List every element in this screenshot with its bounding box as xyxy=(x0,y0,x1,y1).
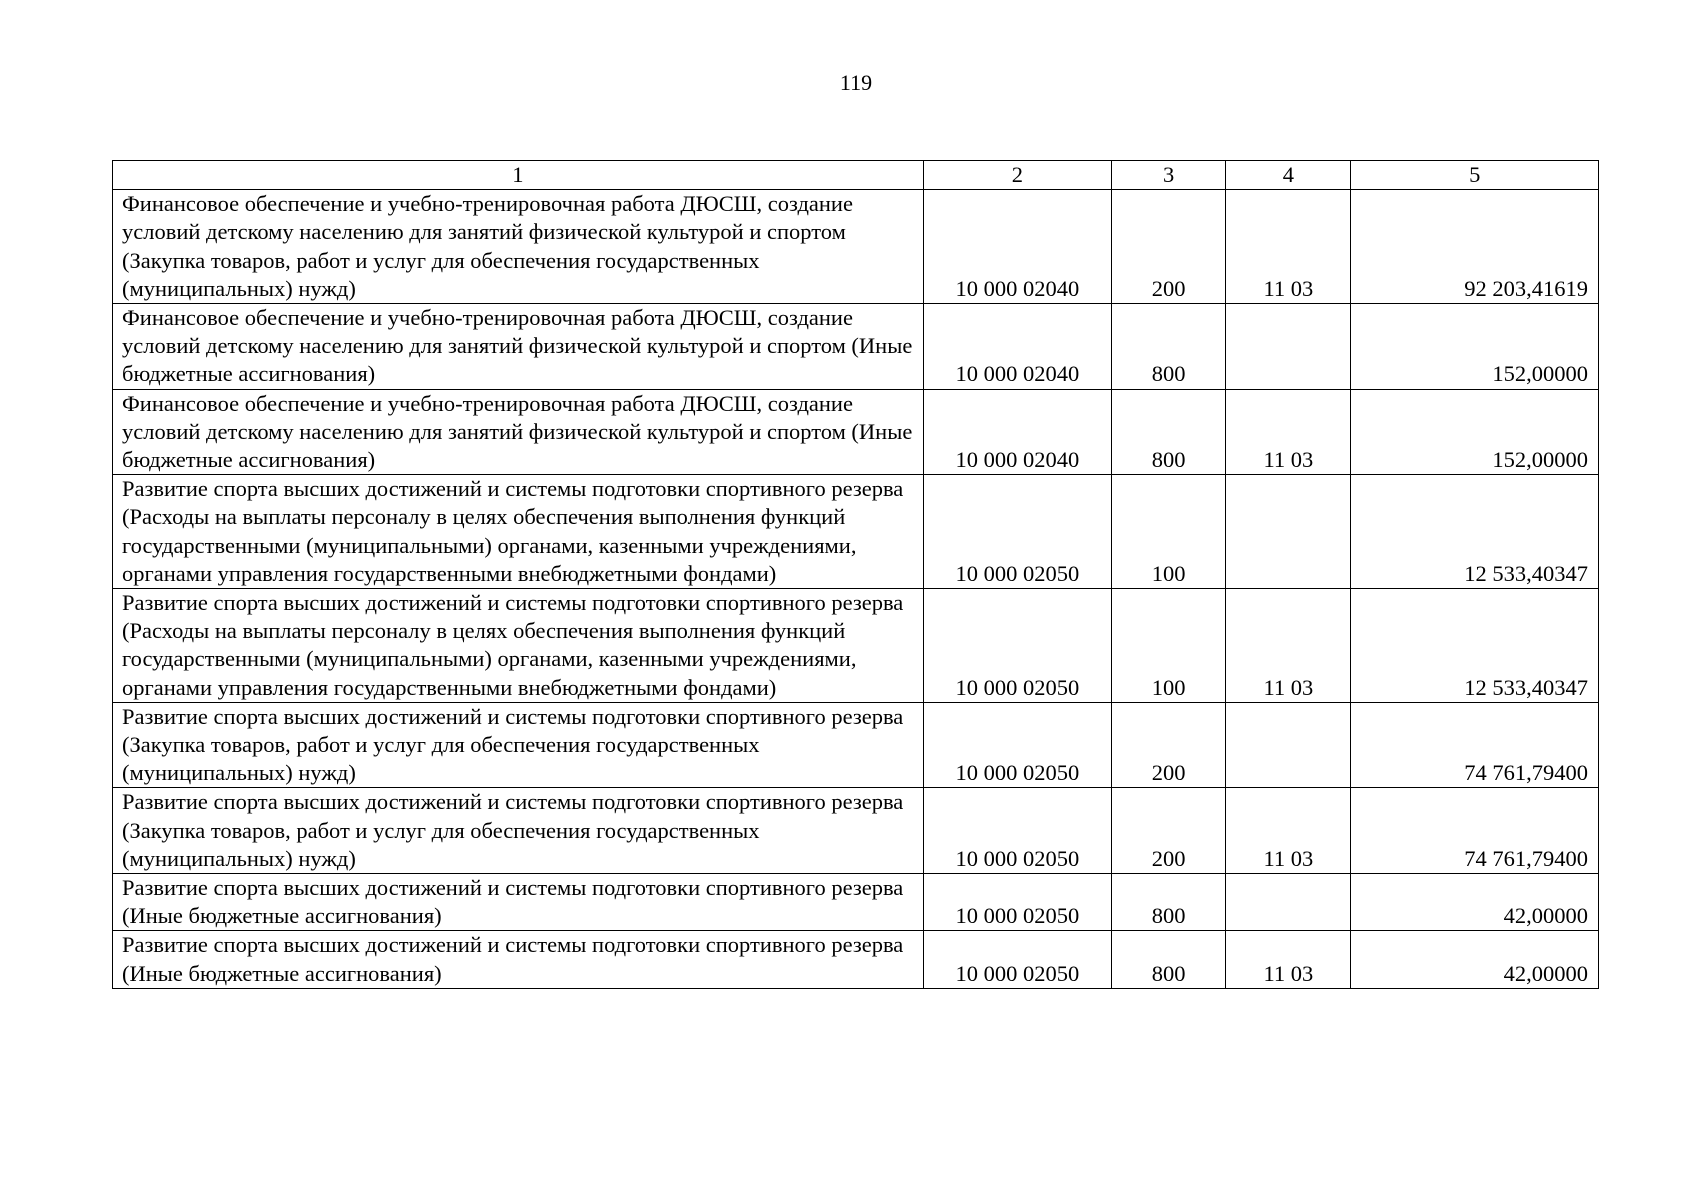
cell-description: Развитие спорта высших достижений и системы подготовки спортивного резерва (Закупка товаров, работ и услуг для обеспечения государственных (муниципальных) нужд) xyxy=(113,702,924,788)
cell-csr: 10 000 02050 xyxy=(923,702,1111,788)
table-row xyxy=(113,589,1599,703)
cell-csr: 10 000 02050 xyxy=(923,874,1111,931)
cell-vr: 800 xyxy=(1112,931,1226,988)
table-row xyxy=(113,702,1599,788)
cell-csr: 10 000 02050 xyxy=(923,589,1111,703)
cell-vr: 800 xyxy=(1112,874,1226,931)
cell-description: Развитие спорта высших достижений и системы подготовки спортивного резерва (Закупка товаров, работ и услуг для обеспечения государственных (муниципальных) нужд) xyxy=(113,788,924,874)
cell-csr: 10 000 02050 xyxy=(923,475,1111,589)
cell-sum: 42,00000 xyxy=(1351,874,1599,931)
cell-description: Развитие спорта высших достижений и системы подготовки спортивного резерва (Иные бюджетные ассигнования) xyxy=(113,931,924,988)
header-row xyxy=(113,161,1599,190)
cell-rz: 11 03 xyxy=(1226,931,1351,988)
cell-sum: 12 533,40347 xyxy=(1351,589,1599,703)
cell-sum: 92 203,41619 xyxy=(1351,190,1599,304)
cell-rz: 11 03 xyxy=(1226,389,1351,475)
header-cell-description: 1 xyxy=(113,161,924,190)
cell-sum: 152,00000 xyxy=(1351,304,1599,390)
cell-csr: 10 000 02040 xyxy=(923,190,1111,304)
cell-csr: 10 000 02040 xyxy=(923,389,1111,475)
table-row xyxy=(113,874,1599,931)
cell-rz: 11 03 xyxy=(1226,589,1351,703)
table-row xyxy=(113,389,1599,475)
cell-vr: 200 xyxy=(1112,788,1226,874)
budget-table xyxy=(112,160,1599,989)
cell-description: Финансовое обеспечение и учебно-тренировочная работа ДЮСШ, создание условий детскому населению для занятий физической культурой и спортом (Иные бюджетные ассигнования) xyxy=(113,304,924,390)
cell-description: Развитие спорта высших достижений и системы подготовки спортивного резерва (Расходы на выплаты персоналу в целях обеспечения выполнения функций государственными (муниципальными) органами, казенными учреждениями, органами управления государственными внебюджетными фондами) xyxy=(113,589,924,703)
header-cell-sum: 5 xyxy=(1351,161,1599,190)
cell-vr: 200 xyxy=(1112,702,1226,788)
cell-vr: 800 xyxy=(1112,389,1226,475)
cell-description: Развитие спорта высших достижений и системы подготовки спортивного резерва (Иные бюджетные ассигнования) xyxy=(113,874,924,931)
cell-vr: 200 xyxy=(1112,190,1226,304)
cell-description: Развитие спорта высших достижений и системы подготовки спортивного резерва (Расходы на выплаты персоналу в целях обеспечения выполнения функций государственными (муниципальными) органами, казенными учреждениями, органами управления государственными внебюджетными фондами) xyxy=(113,475,924,589)
table-body xyxy=(113,190,1599,989)
cell-sum: 12 533,40347 xyxy=(1351,475,1599,589)
cell-rz: 11 03 xyxy=(1226,190,1351,304)
cell-sum: 152,00000 xyxy=(1351,389,1599,475)
cell-rz: 11 03 xyxy=(1226,788,1351,874)
header-cell-rz: 4 xyxy=(1226,161,1351,190)
table-row xyxy=(113,475,1599,589)
cell-description: Финансовое обеспечение и учебно-тренировочная работа ДЮСШ, создание условий детскому населению для занятий физической культурой и спортом (Закупка товаров, работ и услуг для обеспечения государственных (муниципальных) нужд) xyxy=(113,190,924,304)
cell-rz xyxy=(1226,702,1351,788)
page-number: 119 xyxy=(839,70,873,95)
table-row xyxy=(113,304,1599,390)
cell-sum: 42,00000 xyxy=(1351,931,1599,988)
cell-sum: 74 761,79400 xyxy=(1351,702,1599,788)
cell-rz xyxy=(1226,475,1351,589)
cell-vr: 100 xyxy=(1112,589,1226,703)
table-header xyxy=(113,161,1599,190)
cell-csr: 10 000 02050 xyxy=(923,931,1111,988)
cell-csr: 10 000 02040 xyxy=(923,304,1111,390)
cell-sum: 74 761,79400 xyxy=(1351,788,1599,874)
header-cell-vr: 3 xyxy=(1112,161,1226,190)
cell-rz xyxy=(1226,304,1351,390)
table-row xyxy=(113,931,1599,988)
table-row xyxy=(113,190,1599,304)
cell-vr: 800 xyxy=(1112,304,1226,390)
table-row xyxy=(113,788,1599,874)
cell-csr: 10 000 02050 xyxy=(923,788,1111,874)
header-cell-csr: 2 xyxy=(923,161,1111,190)
cell-vr: 100 xyxy=(1112,475,1226,589)
cell-rz xyxy=(1226,874,1351,931)
cell-description: Финансовое обеспечение и учебно-тренировочная работа ДЮСШ, создание условий детскому населению для занятий физической культурой и спортом (Иные бюджетные ассигнования) xyxy=(113,389,924,475)
